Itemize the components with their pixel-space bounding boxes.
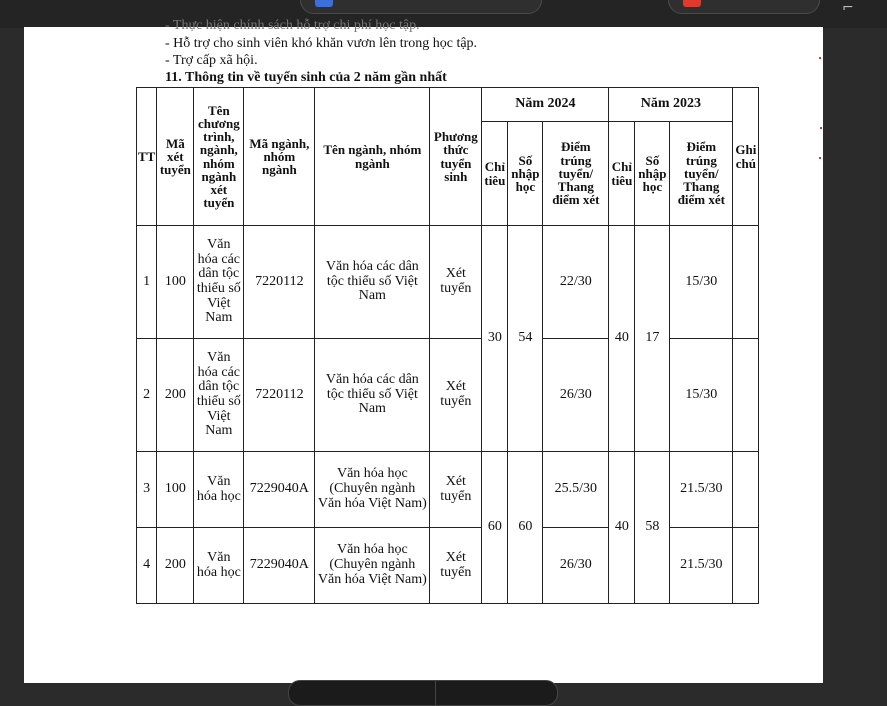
- cell-ten-nganh: Văn hóa các dân tộc thiểu số Việt Nam: [315, 339, 430, 452]
- header-year-2024: Năm 2024: [482, 88, 609, 122]
- cell-ma-nganh: 7229040A: [244, 528, 315, 604]
- header-phuong-thuc: Phương thức tuyển sinh: [430, 88, 482, 226]
- cell-diem-2024: 25.5/30: [543, 452, 609, 528]
- cell-chi-tieu-2024: 30: [482, 226, 508, 452]
- viewer-top-bar: [0, 0, 887, 28]
- header-so-nhap-hoc-2024: Số nhập học: [508, 122, 543, 226]
- cell-phuong-thuc: Xét tuyển: [430, 226, 482, 339]
- cell-tt: 4: [137, 528, 157, 604]
- cell-diem-2023: 15/30: [670, 226, 733, 339]
- cell-diem-2024: 26/30: [543, 339, 609, 452]
- header-tt: TT: [137, 88, 157, 226]
- cell-ten-chuong-trinh: Văn hóa các dân tộc thiểu số Việt Nam: [194, 226, 244, 339]
- cell-diem-2023: 21.5/30: [670, 452, 733, 528]
- table-row: [137, 226, 759, 339]
- header-ma-xet-tuyen: Mã xét tuyển: [157, 88, 194, 226]
- cell-diem-2024: 22/30: [543, 226, 609, 339]
- cell-so-nhap-hoc-2024: 60: [508, 452, 543, 604]
- cell-diem-2023: 21.5/30: [670, 528, 733, 604]
- corner-arrow-icon[interactable]: ⌐: [842, 0, 854, 16]
- cell-ma: 100: [157, 452, 194, 528]
- document-page: [24, 18, 823, 683]
- header-ten-nganh: Tên ngành, nhóm ngành: [315, 88, 430, 226]
- viewer-bottom-bar[interactable]: [288, 680, 558, 706]
- cell-ma: 200: [157, 339, 194, 452]
- cell-phuong-thuc: Xét tuyển: [430, 528, 482, 604]
- header-so-nhap-hoc-2023: Số nhập học: [635, 122, 670, 226]
- cell-ma: 100: [157, 226, 194, 339]
- cell-chi-tieu-2023: 40: [609, 452, 635, 604]
- scan-mark: [819, 57, 821, 59]
- header-chi-tieu-2024: Chỉ tiêu: [482, 122, 508, 226]
- header-chi-tieu-2023: Chỉ tiêu: [609, 122, 635, 226]
- header-diem-2023: Điểm trúng tuyển/ Thang điểm xét: [670, 122, 733, 226]
- cell-diem-2024: 26/30: [543, 528, 609, 604]
- cell-diem-2023: 15/30: [670, 339, 733, 452]
- cell-tt: 1: [137, 226, 157, 339]
- section-heading: 11. Thông tin về tuyển sinh của 2 năm gần nhất: [165, 70, 447, 85]
- cell-ma-nganh: 7220112: [244, 226, 315, 339]
- cell-so-nhap-hoc-2023: 58: [635, 452, 670, 604]
- cell-tt: 3: [137, 452, 157, 528]
- cell-ten-nganh: Văn hóa học (Chuyên ngành Văn hóa Việt Nam): [315, 528, 430, 604]
- cut-off-line: - Thực hiện chính sách hỗ trợ chi phí học tập.: [165, 18, 420, 33]
- cell-tt: 2: [137, 339, 157, 452]
- cell-ghi-chu: [733, 452, 759, 528]
- app-badge-icon: [315, 0, 333, 7]
- cell-ten-chuong-trinh: Văn hóa học: [194, 528, 244, 604]
- viewer-toolbar-left[interactable]: [300, 0, 542, 14]
- cell-ten-nganh: Văn hóa các dân tộc thiểu số Việt Nam: [315, 226, 430, 339]
- header-ten-chuong-trinh: Tên chương trình, ngành, nhóm ngành xét tuyển: [194, 88, 244, 226]
- bottom-bar-divider: [435, 681, 436, 705]
- cell-ma-nganh: 7220112: [244, 339, 315, 452]
- cell-so-nhap-hoc-2023: 17: [635, 226, 670, 452]
- cell-ghi-chu: [733, 339, 759, 452]
- cell-ma-nganh: 7229040A: [244, 452, 315, 528]
- cell-ten-chuong-trinh: Văn hóa các dân tộc thiểu số Việt Nam: [194, 339, 244, 452]
- cell-ten-nganh: Văn hóa học (Chuyên ngành Văn hóa Việt Nam): [315, 452, 430, 528]
- pdf-badge-icon: [683, 0, 701, 7]
- header-ghi-chu: Ghi chú: [733, 88, 759, 226]
- cell-so-nhap-hoc-2024: 54: [508, 226, 543, 452]
- admission-table: [136, 87, 759, 604]
- cell-ma: 200: [157, 528, 194, 604]
- cell-ghi-chu: [733, 226, 759, 339]
- header-year-2023: Năm 2023: [609, 88, 733, 122]
- cell-phuong-thuc: Xét tuyển: [430, 452, 482, 528]
- support-line-2: - Trợ cấp xã hội.: [165, 53, 258, 68]
- viewer-toolbar-right[interactable]: [668, 0, 820, 14]
- support-line-1: - Hỗ trợ cho sinh viên khó khăn vươn lên trong học tập.: [165, 36, 478, 51]
- cell-ghi-chu: [733, 528, 759, 604]
- scan-mark: [820, 127, 822, 129]
- table-row: [137, 452, 759, 528]
- header-diem-2024: Điểm trúng tuyển/ Thang điểm xét: [543, 122, 609, 226]
- cell-chi-tieu-2023: 40: [609, 226, 635, 452]
- cell-phuong-thuc: Xét tuyển: [430, 339, 482, 452]
- header-ma-nganh: Mã ngành, nhóm ngành: [244, 88, 315, 226]
- cell-ten-chuong-trinh: Văn hóa học: [194, 452, 244, 528]
- scan-mark: [819, 157, 821, 159]
- cell-chi-tieu-2024: 60: [482, 452, 508, 604]
